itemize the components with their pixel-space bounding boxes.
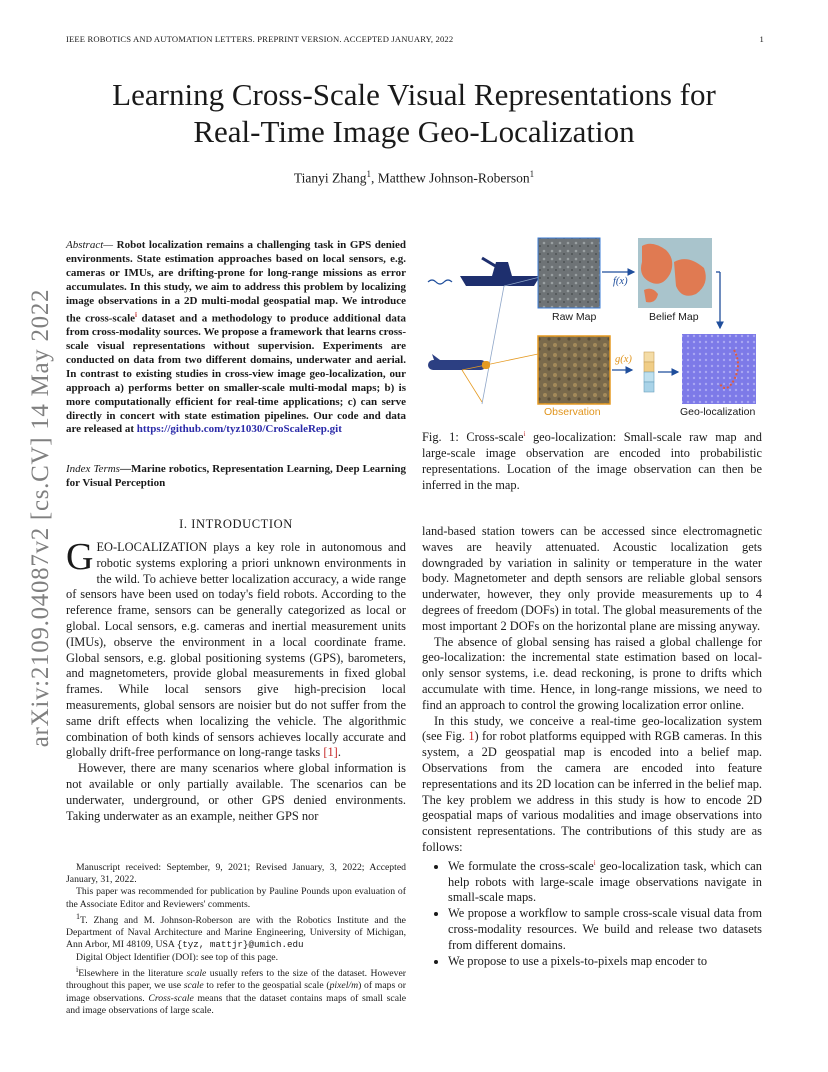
abstract-footnote-mark[interactable]: i xyxy=(135,310,137,319)
ship-icon xyxy=(460,258,540,286)
running-title: IEEE ROBOTICS AND AUTOMATION LETTERS. PREPRINT VERSION. ACCEPTED JANUARY, 2022 xyxy=(66,34,454,44)
abstract-text-1: Robot localization remains a challenging task in GPS denied environments. State estimation approaches based on local sensors, e.g. cameras or IMUs, are drifting-prone for long-range missions as error accumulates. In this study, we aim to address this problem by localizing image observations in a 2D multi-modal geospatial map. We introduce the cross-scale xyxy=(66,239,406,325)
fn5-a: Elsewhere in the literature xyxy=(78,968,187,980)
caption-footnote-mark[interactable]: i xyxy=(523,430,526,438)
fn5-i: means that the dataset contains maps of small scale and image observations of large scale. xyxy=(66,992,406,1016)
footnote-doi: Digital Object Identifier (DOI): see top of this page. xyxy=(76,951,279,963)
figure-1-diagram xyxy=(422,232,762,422)
list-item: • We propose a workflow to sample cross-scale visual data from cross-modality resources. We build and release two datasets from different domains. xyxy=(448,906,762,953)
figure-1-caption xyxy=(422,427,762,493)
intro-paragraph-1 xyxy=(66,536,406,761)
wave-icon xyxy=(428,280,452,284)
fn5-g: ) of maps or image observations. xyxy=(66,980,406,1004)
fn5-d: scale xyxy=(183,980,204,992)
code-link[interactable]: https://github.com/tyz1030/CroScaleRep.git xyxy=(136,423,342,436)
fn5-e: to refer to the geospatial scale ( xyxy=(203,980,330,992)
figure-1 xyxy=(422,232,762,422)
footnotes xyxy=(66,862,406,1017)
intro-p1-end: . xyxy=(337,745,341,760)
abstract xyxy=(66,239,406,437)
right-paragraph-2 xyxy=(422,714,762,856)
right-p2-b: ) for robot platforms equipped with RGB cameras. In this system, a 2D geospatial map is encoded into a belief map. Observations from the camera are encoded into feature representations and its 2D location can be inferred in the belief map. The key problem we address in this study is how to encode 2D geospatial maps of various modalities and image observations into consistent representations. The contributions of this study are as follows: xyxy=(422,729,762,854)
list-item xyxy=(448,856,762,907)
figure-ref-link[interactable]: 1 xyxy=(468,729,475,744)
geo-localization-image xyxy=(682,334,756,404)
arxiv-stamp xyxy=(26,270,56,765)
right-paragraph-0: land-based station towers can be accessed since electromagnetic waves are heavily attenuated. Acoustic localization gets downgraded by variation in salinity or temperature in the water body. Magnetometer and depth sensors are reliable global sensors underwater, however, they only provide measurements up to 4 degrees of freedom (DOFs) in total. The global measurements of the most important 2 DOFs on the horizontal plane are missing anyway. xyxy=(422,524,762,633)
index-terms xyxy=(66,463,406,491)
footnote-email: {tyz, mattjr}@umich.edu xyxy=(176,939,304,951)
footnote-affil-text: T. Zhang and M. Johnson-Roberson are with the Robotics Institute and the Department of Naval Architecture and Marine Engineering, University of Michigan, Ann Arbor, MI 48109, USA xyxy=(66,915,406,951)
geo-localization-label: Geo-localization xyxy=(680,406,756,418)
author-2-affil: 1 xyxy=(529,169,535,179)
author-1: Tianyi Zhang xyxy=(293,170,367,186)
intro-paragraph-2: However, there are many scenarios where global information is not available or only partially available. The scenarios can be underwater, underground, or other GPS denied environments. Taking underwater as an example, neither GPS nor xyxy=(66,761,406,823)
author-list: Tianyi Zhang$^1$, Matthew Johnson-Roberson$^1$ xyxy=(293,169,535,186)
footnote-recommendation: This paper was recommended for publication by Pauline Pounds upon evaluation of the Associate Editor and Reviewers' comments. xyxy=(66,886,406,910)
arxiv-stamp-text: arXiv:2109.04087v2 [cs.CV] 14 May 2022 xyxy=(27,288,54,747)
footnote-scale xyxy=(66,964,406,1017)
intro-p1-text: EO-LOCALIZATION plays a key role in autonomous and robotic systems exploring a priori unknown environments in the wild. To achieve better localization accuracy, a wide range of sensors have been used on today's field robots. According to the reference frame, sensors can be generally categorized as local or global. Local sensors, e.g. cameras and inertial measurement units (IMUs), observe the environment in a local coordinate frame. Global sensors, e.g. global positioning systems (GPS), barometers, and magnetometers, provide global measurements in fixed global frames. While local sensors give high-precision local measurements, global sensors are noisier but do not suffer from the same drift effects when localizing the vehicle. The algorithmic combination of both kinds of sensors achieves locally accurate and globally drift-free performance on long-range tasks xyxy=(66,540,406,760)
drop-cap: G xyxy=(66,536,94,578)
fn5-f: pixel/m xyxy=(329,980,359,992)
intro-left-column xyxy=(66,536,406,824)
fn5-b: scale xyxy=(186,968,207,980)
raw-map-image xyxy=(538,238,600,308)
footnote-affil-mark: 1 xyxy=(76,911,81,921)
running-header xyxy=(66,34,766,44)
feature-vector-icon xyxy=(644,352,654,392)
intro-right-column xyxy=(422,524,762,969)
citation-link[interactable]: [1] xyxy=(323,745,338,760)
raw-map-label: Raw Map xyxy=(552,311,597,323)
right-p2-a: In this study, we conceive a real-time geo-localization system (see Fig. xyxy=(422,713,762,744)
g-function-label: g(x) xyxy=(615,354,632,365)
author-1-affil: 1 xyxy=(366,169,371,179)
f-function-label: f(x) xyxy=(613,276,628,287)
contributions-list xyxy=(422,856,762,970)
auv-icon xyxy=(428,354,490,370)
footnote-affiliation xyxy=(66,911,406,952)
abstract-label: Abstract— xyxy=(66,239,114,251)
section-heading: I. INTRODUCTION xyxy=(179,517,293,531)
bullet-1-b: geo-localization task, which can help robots with large-scale image observations navigate in small-scale maps. xyxy=(448,858,762,905)
title-line-1: Learning Cross-Scale Visual Representations for xyxy=(112,77,716,112)
fn5-c: usually refers to the size of the dataset. However throughout this paper, we use xyxy=(66,968,406,992)
page-number: 1 xyxy=(759,34,764,44)
footnote-manuscript: Manuscript received: September, 9, 2021; Revised January, 3, 2022; Accepted January, 31, 2022. xyxy=(66,862,406,886)
bullet-1-a: We formulate the cross-scale xyxy=(448,858,594,873)
bullet-1-footnote-mark[interactable]: i xyxy=(593,858,596,867)
abstract-text-2: dataset and a methodology to produce additional data from cross-modality sources. We propose a framework that learns cross-scale visual representations without supervision. Experiments are conducted on data from two different domains, underwater and aerial. In contrast to existing studies in cross-view image geo-localization, our approach a) performs better on smaller-scale multi-modal maps; b) is more computationally efficient for real-time applications; c) can serve directly in concert with state estimation pipelines. Our code and data are released at xyxy=(66,312,406,436)
observation-image xyxy=(538,336,610,404)
fn5-h: Cross-scale xyxy=(148,992,194,1004)
index-terms-text: —Marine robotics, Representation Learning, Deep Learning for Visual Perception xyxy=(66,463,406,489)
author-2: Matthew Johnson-Roberson xyxy=(377,170,530,186)
belief-map-label: Belief Map xyxy=(649,311,699,323)
observation-label: Observation xyxy=(544,406,601,418)
belief-map-image xyxy=(638,238,712,308)
footnote-scale-mark: i xyxy=(76,964,79,974)
caption-text: geo-localization: Small-scale raw map and large-scale image observation are encoded into probabilistic representations. Location of the image observation can then be inferred in the map. xyxy=(422,430,762,492)
title-line-2: Real-Time Image Geo-Localization xyxy=(193,114,635,149)
paper-title xyxy=(40,76,788,150)
index-terms-label: Index Terms xyxy=(66,463,120,475)
list-item: • We propose to use a pixels-to-pixels map encoder to xyxy=(448,954,762,970)
caption-prefix: Fig. 1: Cross-scale xyxy=(422,430,524,445)
right-paragraph-1: The absence of global sensing has raised a global challenge for geo-localization: the incremental state estimation based on local-only sensor systems, i.e. dead reckoning, is prone to drifts which accumulate with time. Hence, in long-range missions, we need to find an approach to control the growing localization error online. xyxy=(422,634,762,712)
